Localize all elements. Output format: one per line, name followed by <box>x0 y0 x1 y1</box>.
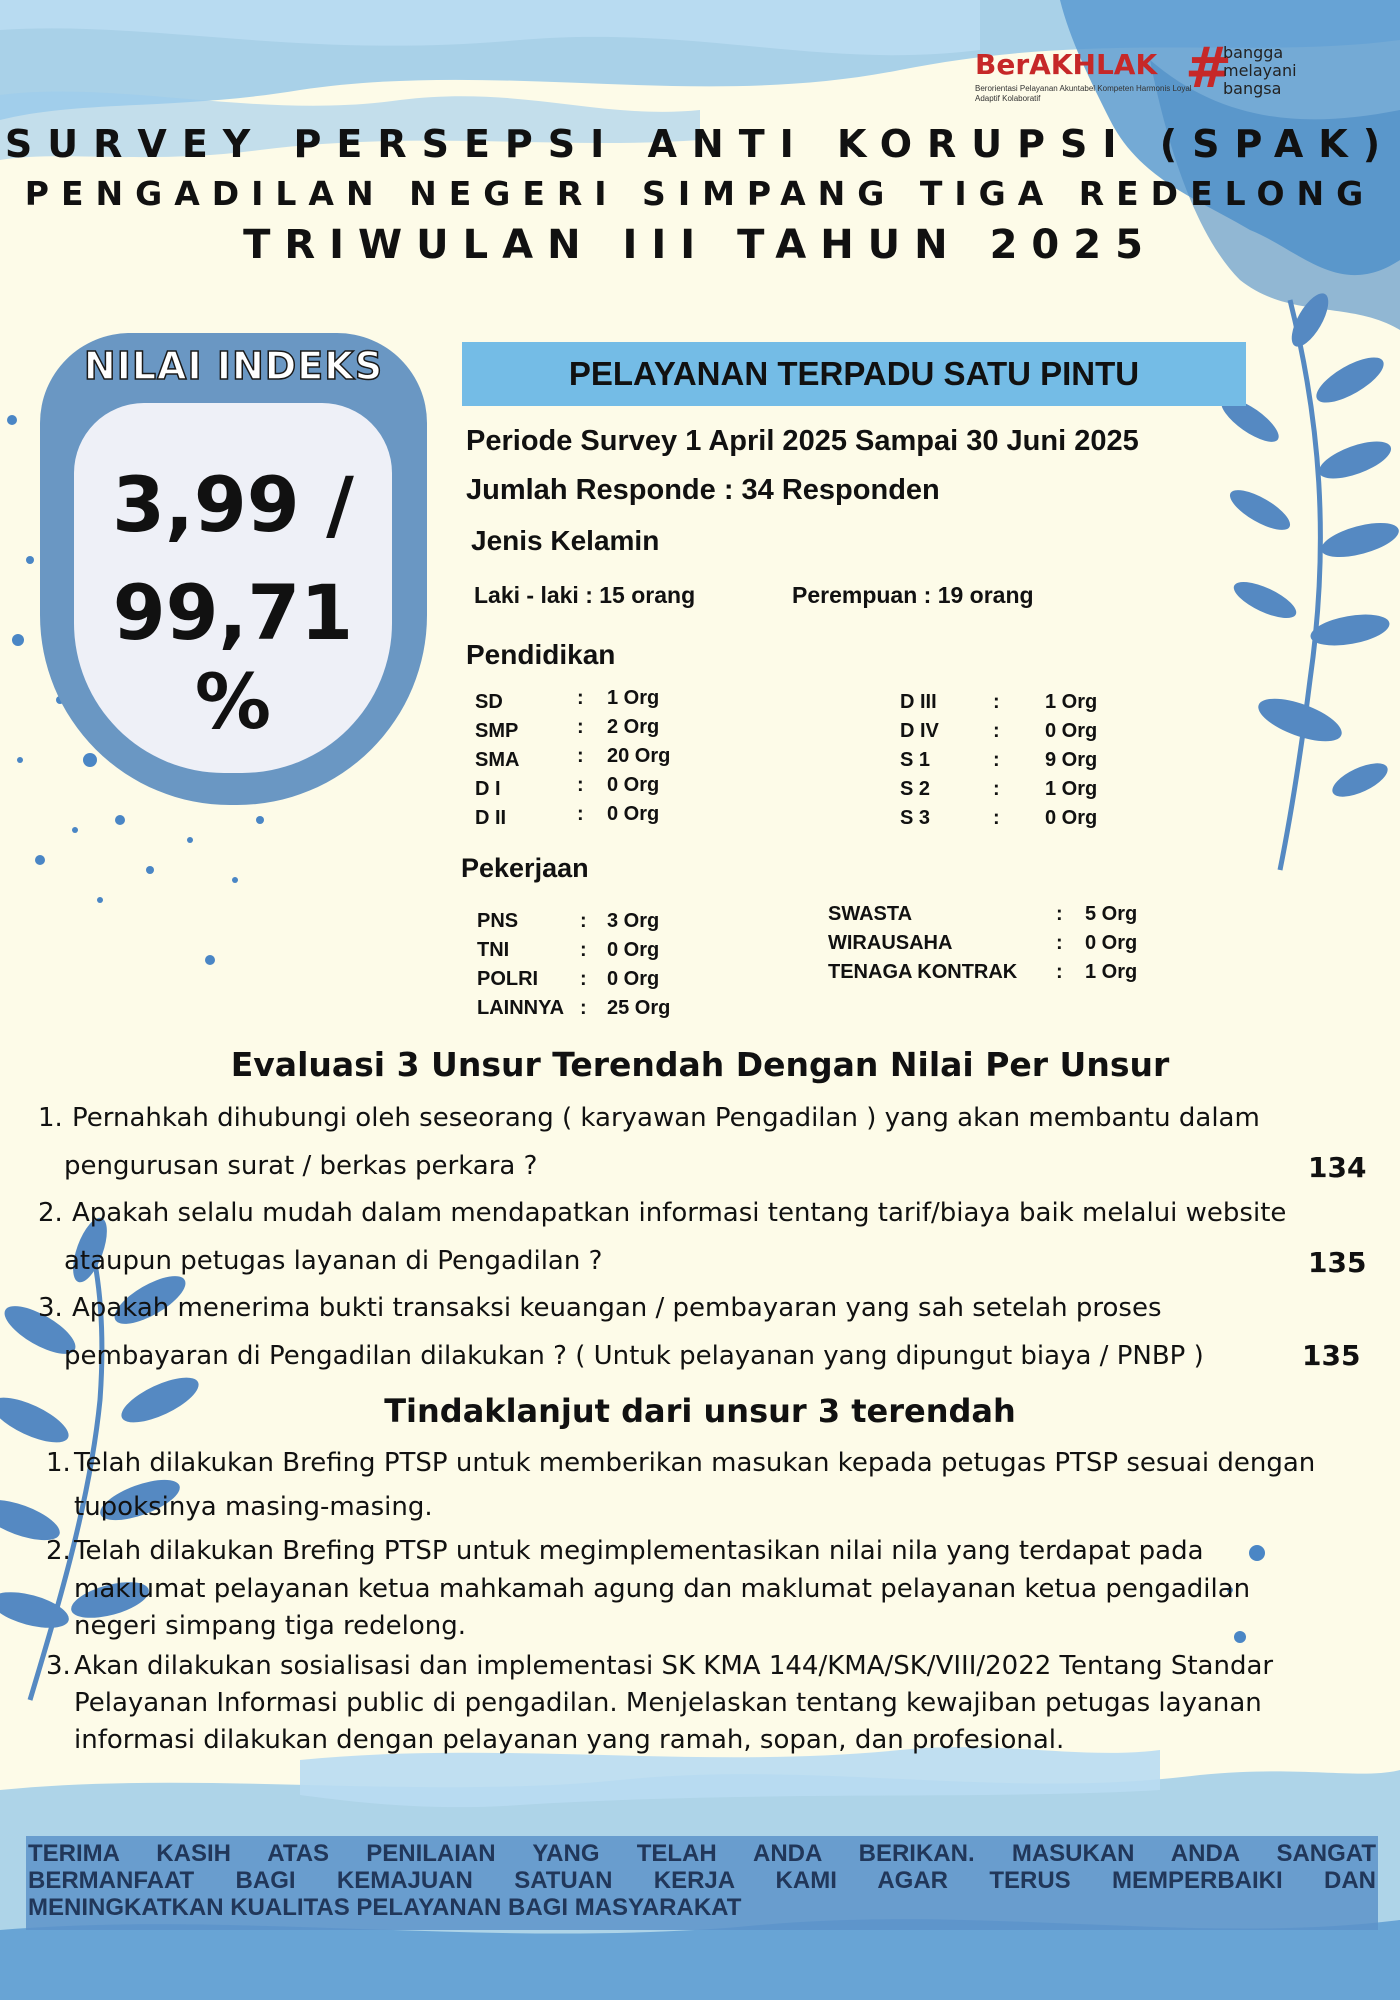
gender-female: Perempuan : 19 orang <box>792 582 1034 608</box>
followup-item-line: Akan dilakukan sosialisasi dan implementasi SK KMA 144/KMA/SK/VIII/2022 Tentang Standar <box>74 1651 1274 1681</box>
education-label: S 1 <box>900 749 931 771</box>
followup-title: Tindaklanjut dari unsur 3 terendah <box>384 1392 1016 1430</box>
occupation-colon: : <box>1056 903 1063 925</box>
followup-item-line: informasi dilakukan dengan pelayanan yang ramah, sopan, dan profesional. <box>74 1725 1065 1755</box>
education-colon: : <box>993 807 1000 829</box>
education-colon: : <box>993 720 1000 742</box>
education-colon: : <box>577 774 584 796</box>
followup-item-number: 1. <box>46 1448 71 1478</box>
followup-item-line: maklumat pelayanan ketua mahkamah agung dan maklumat pelayanan ketua pengadilan <box>74 1574 1251 1604</box>
education-label: S 2 <box>900 778 931 800</box>
evaluation-item-value: 134 <box>1308 1151 1367 1184</box>
gender-title: Jenis Kelamin <box>471 525 660 556</box>
header-line-3: TRIWULAN III TAHUN 2025 <box>243 222 1157 268</box>
evaluation-item-text: Apakah menerima bukti transaksi keuangan / pembayaran yang sah setelah proses <box>72 1293 1162 1323</box>
index-label: NILAI INDEKS <box>83 344 384 388</box>
footer-line: BERMANFAAT BAGI KEMAJUAN SATUAN KERJA KAMI AGAR TERUS MEMPERBAIKI DAN <box>28 1867 1376 1894</box>
education-label: SMA <box>475 749 520 771</box>
occupation-title: Pekerjaan <box>461 853 589 883</box>
hashtag-icon: # <box>1185 36 1232 101</box>
education-value: 9 Org <box>1045 749 1098 771</box>
followup-item-number: 2. <box>46 1536 71 1566</box>
berakhlak-logo <box>975 38 1315 108</box>
logo-name: BerAKHLAK <box>975 48 1158 81</box>
followup-item-line: negeri simpang tiga redelong. <box>74 1611 467 1641</box>
index-value-score: 3,99 / <box>112 460 354 549</box>
occupation-label: PNS <box>477 910 519 932</box>
header-line-2: PENGADILAN NEGERI SIMPANG TIGA REDELONG <box>24 174 1376 213</box>
education-title: Pendidikan <box>466 639 616 670</box>
education-value: 0 Org <box>607 803 660 825</box>
education-label: D III <box>900 691 937 713</box>
occupation-value: 0 Org <box>1085 932 1138 954</box>
education-value: 1 Org <box>1045 691 1098 713</box>
occupation-label: TENAGA KONTRAK <box>828 961 1018 983</box>
evaluation-item-text: ataupun petugas layanan di Pengadilan ? <box>64 1246 603 1276</box>
occupation-colon: : <box>580 968 587 990</box>
followup-item-number: 3. <box>46 1651 71 1681</box>
evaluation-item-text: Apakah selalu mudah dalam mendapatkan informasi tentang tarif/biaya baik melalui website <box>72 1198 1287 1228</box>
followup-item-line: Telah dilakukan Brefing PTSP untuk megimplementasikan nilai nila yang terdapat pada <box>74 1536 1204 1566</box>
evaluation-item-text: pembayaran di Pengadilan dilakukan ? ( Untuk pelayanan yang dipungut biaya / PNBP ) <box>64 1341 1204 1371</box>
occupation-colon: : <box>1056 932 1063 954</box>
evaluation-title: Evaluasi 3 Unsur Terendah Dengan Nilai Per Unsur <box>230 1045 1170 1084</box>
occupation-value: 0 Org <box>607 968 660 990</box>
occupation-value: 3 Org <box>607 910 660 932</box>
followup-item-line: tupoksinya masing-masing. <box>74 1492 433 1522</box>
education-label: S 3 <box>900 807 931 829</box>
education-colon: : <box>577 803 584 825</box>
gender-male: Laki - laki : 15 orang <box>474 582 696 608</box>
footer-message <box>28 1840 1376 1921</box>
service-title-bar: PELAYANAN TERPADU SATU PINTU <box>462 342 1246 406</box>
education-label: SMP <box>475 720 519 742</box>
education-value: 1 Org <box>1045 778 1098 800</box>
education-label: SD <box>475 691 503 713</box>
occupation-label: LAINNYA <box>477 997 565 1019</box>
education-value: 0 Org <box>1045 807 1098 829</box>
followup-item-line: Pelayanan Informasi public di pengadilan. Menjelaskan tentang kewajiban petugas layanan <box>74 1688 1262 1718</box>
evaluation-item-number: 2. <box>38 1198 63 1228</box>
respondent-count: Jumlah Responde : 34 Responden <box>466 474 940 506</box>
evaluation-item-text: Pernahkah dihubungi oleh seseorang ( karyawan Pengadilan ) yang akan membantu dalam <box>72 1103 1260 1133</box>
evaluation-item-number: 1. <box>38 1103 63 1133</box>
occupation-label: WIRAUSAHA <box>828 932 953 954</box>
occupation-colon: : <box>580 939 587 961</box>
education-colon: : <box>993 691 1000 713</box>
footer-line: MENINGKATKAN KUALITAS PELAYANAN BAGI MASYARAKAT <box>28 1894 742 1921</box>
occupation-label: SWASTA <box>828 903 913 925</box>
education-label: D I <box>475 778 501 800</box>
occupation-colon: : <box>1056 961 1063 983</box>
education-colon: : <box>577 745 584 767</box>
education-colon: : <box>577 716 584 738</box>
evaluation-item-text: pengurusan surat / berkas perkara ? <box>64 1151 538 1181</box>
occupation-label: TNI <box>477 939 510 961</box>
survey-period: Periode Survey 1 April 2025 Sampai 30 Juni 2025 <box>466 425 1139 457</box>
occupation-value: 1 Org <box>1085 961 1138 983</box>
evaluation-item-value: 135 <box>1308 1246 1367 1279</box>
footer-line: TERIMA KASIH ATAS PENILAIAN YANG TELAH ANDA BERIKAN. MASUKAN ANDA SANGAT <box>28 1840 1376 1867</box>
logo-tagline: Berorientasi Pelayanan Akuntabel Kompeten Harmonis Loyal Adaptif Kolaboratif <box>975 84 1192 103</box>
bangga-melayani-bangsa: bangga melayani bangsa <box>1223 43 1297 98</box>
occupation-colon: : <box>580 997 587 1019</box>
education-label: D II <box>475 807 507 829</box>
evaluation-item-value: 135 <box>1302 1339 1361 1372</box>
evaluation-item-number: 3. <box>38 1293 63 1323</box>
header-line-1: SURVEY PERSEPSI ANTI KORUPSI (SPAK) <box>4 122 1396 166</box>
occupation-value: 5 Org <box>1085 903 1138 925</box>
occupation-label: POLRI <box>477 968 539 990</box>
education-colon: : <box>993 778 1000 800</box>
education-colon: : <box>577 687 584 709</box>
education-colon: : <box>993 749 1000 771</box>
education-value: 2 Org <box>607 716 660 738</box>
index-value-percent: 99,71 % <box>112 568 354 746</box>
education-label: D IV <box>900 720 939 742</box>
education-value: 1 Org <box>607 687 660 709</box>
education-value: 20 Org <box>607 745 671 767</box>
occupation-colon: : <box>580 910 587 932</box>
education-value: 0 Org <box>1045 720 1098 742</box>
occupation-value: 0 Org <box>607 939 660 961</box>
education-value: 0 Org <box>607 774 660 796</box>
occupation-value: 25 Org <box>607 997 671 1019</box>
followup-item-line: Telah dilakukan Brefing PTSP untuk memberikan masukan kepada petugas PTSP sesuai dengan <box>74 1448 1316 1478</box>
